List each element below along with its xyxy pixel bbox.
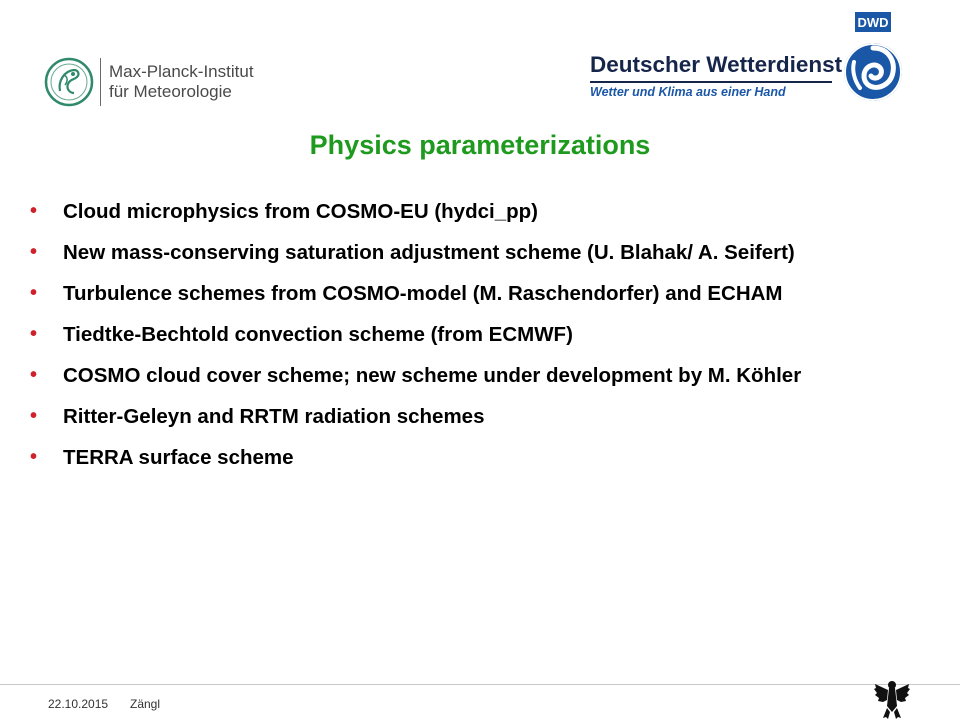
footer-rule [0,684,960,685]
bullet-marker: • [30,200,38,222]
mpi-name [109,62,254,102]
bullet-text: TERRA surface scheme [63,446,294,469]
bullet-item [30,239,910,266]
bullet-text: Tiedtke-Bechtold convection scheme (from ECMWF) [63,323,573,346]
bullet-marker: • [30,405,38,427]
bullet-item [30,403,910,430]
mpi-separator [100,58,101,106]
bullet-marker: • [30,282,38,304]
bullet-item [30,321,910,348]
bullet-text: Turbulence schemes from COSMO-model (M. Raschendorfer) and ECHAM [63,282,783,305]
bullet-marker: • [30,241,38,263]
dwd-tagline: Wetter und Klima aus einer Hand [590,85,786,99]
dwd-mark-label: DWD [857,15,889,30]
footer-author: Zängl [130,697,161,711]
mpi-logo [44,56,254,108]
minerva-emblem-icon [44,57,94,107]
bullet-text: New mass-conserving saturation adjustment scheme (U. Blahak/ A. Seifert) [63,241,795,264]
bullet-text: Cloud microphysics from COSMO-EU (hydci_pp) [63,200,538,223]
bullet-item [30,280,910,307]
bullet-marker: • [30,364,38,386]
dwd-wordmark [590,52,843,99]
bullet-item [30,198,910,225]
bullet-item [30,362,910,389]
federal-eagle-icon [872,676,912,720]
dwd-name: Deutscher Wetterdienst [590,52,843,77]
slide-title: Physics parameterizations [309,130,651,160]
bullet-list [30,198,910,485]
dwd-logo-icon [840,10,906,110]
bullet-marker: • [30,323,38,345]
bullet-marker: • [30,446,38,468]
dwd-rule [590,81,832,83]
mpi-line2: für Meteorologie [109,82,232,101]
bullet-item [30,444,910,471]
bullet-text: COSMO cloud cover scheme; new scheme under development by M. Köhler [63,364,802,387]
footer-date: 22.10.2015 [48,697,109,711]
bullet-text: Ritter-Geleyn and RRTM radiation schemes [63,405,485,428]
mpi-line1: Max-Planck-Institut [109,62,254,81]
